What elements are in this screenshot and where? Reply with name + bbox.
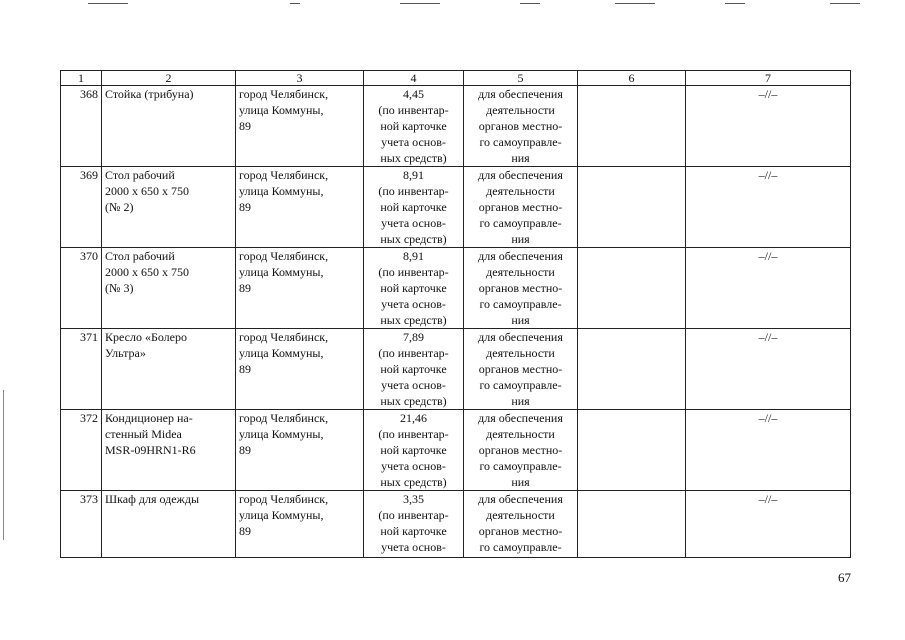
item-col6 <box>578 248 686 329</box>
table-row <box>61 491 851 558</box>
item-col6 <box>578 410 686 491</box>
row-number: 369 <box>61 167 102 248</box>
item-col7: –//– <box>686 248 851 329</box>
item-col6 <box>578 329 686 410</box>
table-row <box>61 410 851 491</box>
item-value: 8,91 (по инвентар- ной карточке учета основ- ных средств) <box>364 248 464 329</box>
row-number: 370 <box>61 248 102 329</box>
item-address: город Челябинск, улица Коммуны, 89 <box>236 167 364 248</box>
item-purpose: для обеспечения деятельности органов местно- го самоуправле- ния <box>464 167 578 248</box>
row-number: 372 <box>61 410 102 491</box>
item-name: Шкаф для одежды <box>102 491 236 558</box>
item-value: 7,89 (по инвентар- ной карточке учета основ- ных средств) <box>364 329 464 410</box>
item-address: город Челябинск, улица Коммуны, 89 <box>236 491 364 558</box>
item-col7: –//– <box>686 167 851 248</box>
item-col6 <box>578 491 686 558</box>
item-col7: –//– <box>686 329 851 410</box>
row-number: 373 <box>61 491 102 558</box>
item-purpose: для обеспечения деятельности органов местно- го самоуправле- <box>464 491 578 558</box>
item-address: город Челябинск, улица Коммуны, 89 <box>236 410 364 491</box>
column-number: 1 <box>61 71 102 86</box>
column-number: 2 <box>102 71 236 86</box>
column-number: 5 <box>464 71 578 86</box>
item-purpose: для обеспечения деятельности органов местно- го самоуправле- ния <box>464 248 578 329</box>
item-col6 <box>578 167 686 248</box>
item-name: Стойка (трибуна) <box>102 86 236 167</box>
item-address: город Челябинск, улица Коммуны, 89 <box>236 248 364 329</box>
item-col7: –//– <box>686 410 851 491</box>
item-value: 3,35 (по инвентар- ной карточке учета основ- <box>364 491 464 558</box>
item-purpose: для обеспечения деятельности органов местно- го самоуправле- ния <box>464 86 578 167</box>
column-number-row <box>61 71 851 86</box>
scan-edge-line <box>3 390 4 540</box>
item-address: город Челябинск, улица Коммуны, 89 <box>236 86 364 167</box>
column-number: 7 <box>686 71 851 86</box>
page-number: 67 <box>838 570 851 585</box>
table-row <box>61 86 851 167</box>
column-number: 3 <box>236 71 364 86</box>
item-purpose: для обеспечения деятельности органов местно- го самоуправле- ния <box>464 410 578 491</box>
property-table <box>60 70 851 558</box>
row-number: 368 <box>61 86 102 167</box>
item-col6 <box>578 86 686 167</box>
item-value: 8,91 (по инвентар- ной карточке учета основ- ных средств) <box>364 167 464 248</box>
item-purpose: для обеспечения деятельности органов местно- го самоуправле- ния <box>464 329 578 410</box>
table-row <box>61 329 851 410</box>
item-col7: –//– <box>686 86 851 167</box>
item-name: Стол рабочий 2000 х 650 х 750 (№ 2) <box>102 167 236 248</box>
item-name: Стол рабочий 2000 х 650 х 750 (№ 3) <box>102 248 236 329</box>
item-name: Кондиционер на- стенный Midea MSR-09HRN1-R6 <box>102 410 236 491</box>
table-row <box>61 167 851 248</box>
item-address: город Челябинск, улица Коммуны, 89 <box>236 329 364 410</box>
item-value: 21,46 (по инвентар- ной карточке учета основ- ных средств) <box>364 410 464 491</box>
row-number: 371 <box>61 329 102 410</box>
column-number: 6 <box>578 71 686 86</box>
item-col7: –//– <box>686 491 851 558</box>
top-scan-marks <box>0 0 905 8</box>
item-value: 4,45 (по инвентар- ной карточке учета основ- ных средств) <box>364 86 464 167</box>
column-number: 4 <box>364 71 464 86</box>
item-name: Кресло «Болеро Ультра» <box>102 329 236 410</box>
table-row <box>61 248 851 329</box>
